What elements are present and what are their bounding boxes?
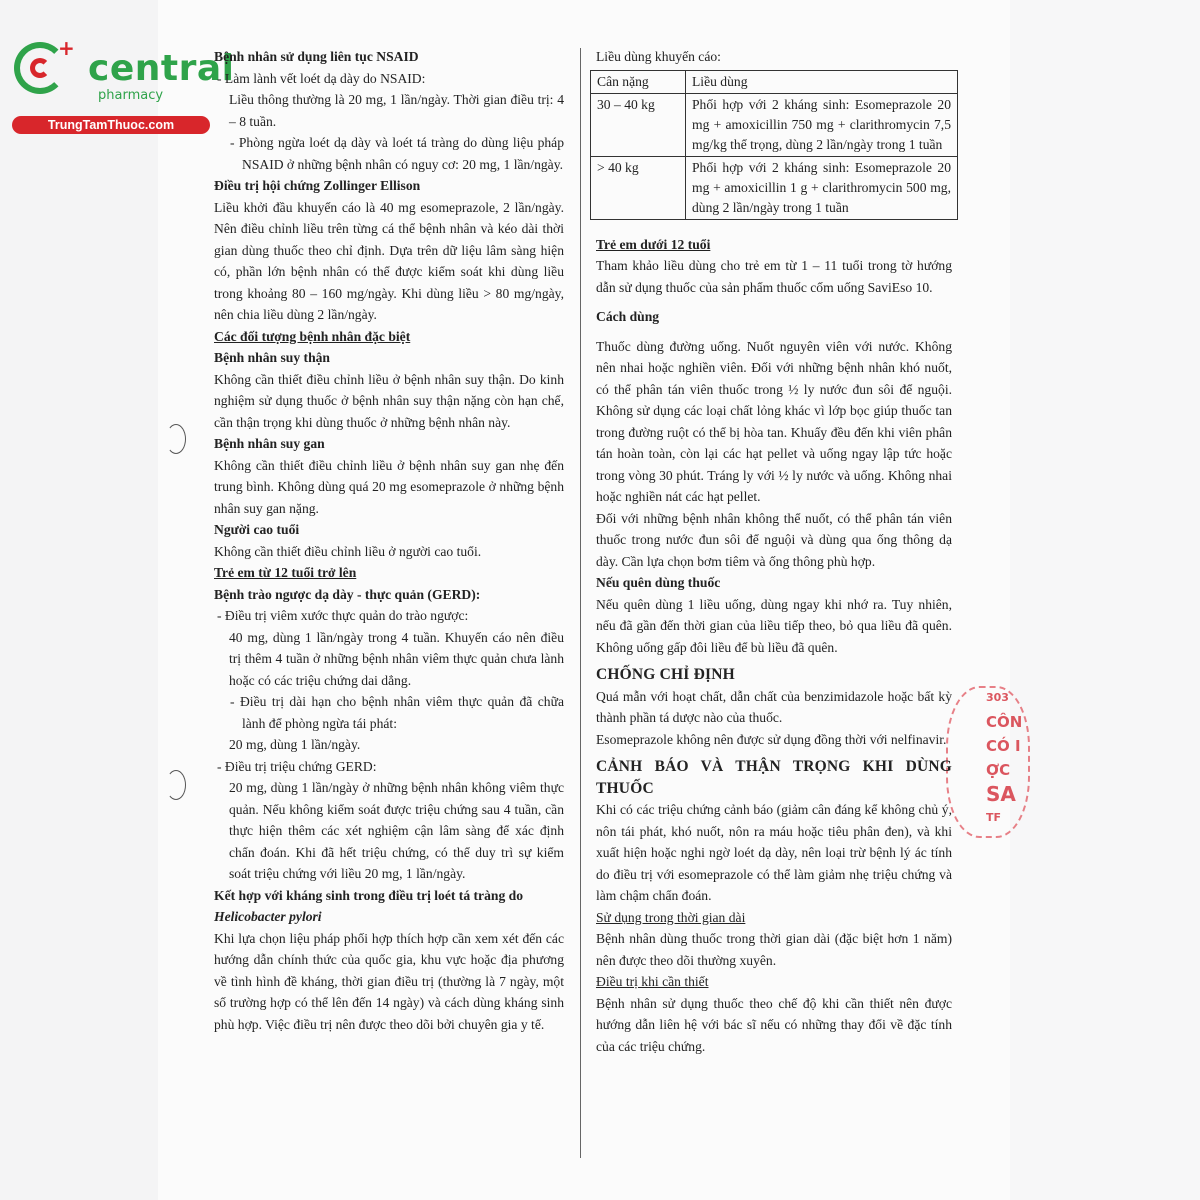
punch-hole — [166, 770, 186, 800]
section-heading: Điều trị hội chứng Zollinger Ellison — [214, 178, 421, 193]
plus-icon: + — [58, 36, 75, 60]
table-row — [591, 156, 958, 219]
logo-sub: pharmacy — [98, 88, 164, 103]
punch-hole — [166, 424, 186, 454]
spacer — [596, 328, 952, 336]
table-cell: 30 – 40 kg — [591, 93, 686, 156]
paragraph: Esomeprazole không nên được sử dụng đồng thời với nelfinavir. — [596, 731, 947, 747]
subsection-heading: Bệnh nhân suy thận — [214, 350, 330, 365]
stamp-line: 303 — [986, 691, 1009, 704]
table-header-row — [591, 70, 958, 93]
paragraph: 20 mg, dùng 1 lần/ngày ở những bệnh nhân không viêm thực quản. Nếu không kiểm soát được triệu chứng sau 4 tuần, cần thực hiện thêm các xét nghiệm cận lâm sàng để xác định chẩn đoán. Khi đã hết triệu chứng, có thể duy trì sự kiểm soát triệu chứng với liều 20 mg, 1 lần/ngày. — [229, 780, 564, 881]
subsection-heading: Điều trị khi cần thiết — [596, 974, 709, 989]
stamp-line: CÔN — [986, 713, 1023, 731]
section-heading-italic: Helicobacter pylori — [214, 909, 322, 924]
paragraph: Liều khởi đầu khuyến cáo là 40 mg esomeprazole, 2 lần/ngày. Nên điều chỉnh liều trên từng cá thể bệnh nhân và kéo dài thời gian dùng thuốc theo chỉ định. Dựa trên dữ liệu lâm sàng hiện có, phần lớn bệnh nhân có thể được kiểm soát khi dùng liều trong khoảng 80 – 160 mg/ngày. Khi dùng liều > 80 mg/ngày, nên chia liều dùng 2 lần/ngày. — [214, 199, 564, 322]
paragraph: Liều dùng khuyến cáo: — [596, 49, 721, 64]
paragraph: Không cần thiết điều chỉnh liều ở bệnh nhân suy gan nhẹ đến trung bình. Không dùng quá 20 mg esomeprazole ở những bệnh nhân suy gan nặng. — [214, 457, 564, 516]
left-column — [214, 46, 564, 1035]
section-heading: Trẻ em từ 12 tuổi trở lên — [214, 565, 357, 580]
subsection-heading: Bệnh nhân suy gan — [214, 436, 325, 451]
red-stamp — [986, 686, 1026, 836]
paragraph: Tham khảo liều dùng cho trẻ em từ 1 – 11 tuổi trong tờ hướng dẫn sử dụng thuốc của sản phẩm thuốc cốm uống SaviEso 10. — [596, 258, 952, 295]
logo-c-icon — [30, 58, 50, 78]
paragraph: 40 mg, dùng 1 lần/ngày trong 4 tuần. Khuyến cáo nên điều trị thêm 4 tuần ở những bệnh nhân viêm thực quản chưa lành hoặc có các triệu chứng dai dẳng. — [229, 629, 564, 688]
table-cell: Phối hợp với 2 kháng sinh: Esomeprazole 20 mg + amoxicillin 750 mg + clarithromycin 7,5 mg/kg thể trọng, dùng 2 lần/ngày trong 1 tuần — [686, 93, 958, 156]
subsection-heading: Nếu quên dùng thuốc — [596, 575, 721, 590]
list-item: - Phòng ngừa loét dạ dày và loét tá tràng do dùng liệu pháp NSAID ở những bệnh nhân có nguy cơ: 20 mg, 1 lần/ngày. — [230, 135, 564, 172]
paragraph: Liều thông thường là 20 mg, 1 lần/ngày. Thời gian điều trị: 4 – 8 tuần. — [229, 92, 564, 129]
section-heading: Cách dùng — [596, 309, 660, 324]
paragraph: Không cần thiết điều chỉnh liều ở bệnh nhân suy thận. Do kinh nghiệm sử dụng thuốc ở bệnh nhân suy thận nặng còn hạn chế, cần thận trọng khi dùng thuốc ở những bệnh nhân này. — [214, 371, 564, 430]
section-heading: CHỐNG CHỈ ĐỊNH — [596, 666, 735, 683]
paragraph: Bệnh nhân sử dụng thuốc theo chế độ khi cần thiết nên được hướng dẫn liên hệ với bác sĩ nếu có những thay đổi về đặc tính của các triệu chứng. — [596, 995, 952, 1054]
spacer — [596, 298, 952, 306]
table-cell: > 40 kg — [591, 156, 686, 219]
table-header-cell: Cân nặng — [591, 70, 686, 93]
paragraph: Nếu quên dùng 1 liều uống, dùng ngay khi nhớ ra. Tuy nhiên, nếu đã gần đến thời gian của liều tiếp theo, bỏ qua liều đã quên. Không uống gấp đôi liều để bù liều đã quên. — [596, 596, 952, 655]
right-column — [596, 46, 952, 1057]
subsection-heading: Sử dụng trong thời gian dài — [596, 909, 746, 925]
list-item: - Điều trị triệu chứng GERD: — [217, 758, 377, 774]
paragraph: Không cần thiết điều chỉnh liều ở người cao tuổi. — [214, 543, 482, 559]
pharmacy-logo — [8, 36, 235, 136]
section-heading: Bệnh nhân sử dụng liên tục NSAID — [214, 49, 419, 64]
page-margin — [1010, 0, 1200, 1200]
logo-site: TrungTamThuoc.com — [12, 116, 210, 134]
section-heading: CẢNH BÁO VÀ THẬN TRỌNG KHI DÙNG THUỐC — [596, 758, 952, 797]
subsection-heading: Bệnh trào ngược dạ dày - thực quản (GERD): — [214, 586, 481, 602]
logo-name: central — [88, 48, 235, 89]
table-row — [591, 93, 958, 156]
stamp-line: CÓ I — [986, 737, 1021, 755]
stamp-line: TF — [986, 811, 1002, 824]
paragraph: Bệnh nhân dùng thuốc trong thời gian dài (đặc biệt hơn 1 năm) nên được theo dõi thường xuyên. — [596, 931, 952, 968]
section-heading: Các đối tượng bệnh nhân đặc biệt — [214, 328, 411, 344]
stamp-ring — [946, 686, 1030, 838]
section-heading: Kết hợp với kháng sinh trong điều trị loét tá tràng do — [214, 887, 523, 903]
list-item: - Làm lành vết loét dạ dày do NSAID: — [217, 70, 426, 86]
list-item: - Điều trị dài hạn cho bệnh nhân viêm thực quản đã chữa lành để phòng ngừa tái phát: — [230, 694, 564, 731]
paragraph: Đối với những bệnh nhân không thể nuốt, có thể phân tán viên thuốc trong nước đun sôi để nguội và dùng qua ống thông dạ dày. Cần lựa chọn bơm tiêm và ống thông phù hợp. — [596, 510, 952, 569]
stamp-line: SA — [986, 782, 1016, 806]
stamp-line: ỢC — [986, 761, 1011, 779]
paragraph: Khi có các triệu chứng cảnh báo (giảm cân đáng kể không chủ ý, nôn tái phát, khó nuốt, nôn ra máu hoặc tiêu phân đen), và khi xuất hiện hoặc nghi ngờ loét dạ dày, nên loại trừ bệnh lý ác tính do điều trị với esomeprazole có thể làm giảm nhẹ triệu chứng và làm chậm chẩn đoán. — [596, 802, 952, 903]
table-cell: Phối hợp với 2 kháng sinh: Esomeprazole 20 mg + amoxicillin 1 g + clarithromycin 500 mg, dùng 2 lần/ngày trong 1 tuần — [686, 156, 958, 219]
spacer — [596, 226, 952, 234]
paragraph: Thuốc dùng đường uống. Nuốt nguyên viên với nước. Không nên nhai hoặc nghiền viên. Đối với những bệnh nhân khó nuốt, có thể phân tán viên thuốc trong ½ ly nước đun sôi để nguội. Không sử dụng các loại chất lỏng khác vì lớp bọc giúp thuốc tan trong đường ruột có thể bị hòa tan. Khuấy đều đến khi viên phân tán hoàn toàn, còn lại các hạt pellet và uống ngay lập tức hoặc trong vòng 30 phút. Tráng ly với ½ ly nước và uống. Không nhai hoặc nghiền nát các hạt pellet. — [596, 338, 952, 504]
paragraph: 20 mg, dùng 1 lần/ngày. — [229, 737, 361, 752]
paragraph: Khi lựa chọn liệu pháp phối hợp thích hợp cần xem xét đến các hướng dẫn chính thức của quốc gia, khu vực hoặc địa phương về tình hình đề kháng, thời gian điều trị (thường là 7 ngày, một số trường hợp có thể lên đến 14 ngày) và cách dùng kháng sinh phù hợp. Việc điều trị nên được theo dõi bởi chuyên gia y tế. — [214, 930, 564, 1032]
list-item: - Điều trị viêm xước thực quản do trào ngược: — [217, 608, 469, 623]
table-header-cell: Liều dùng — [686, 70, 958, 93]
column-divider — [580, 48, 581, 1158]
paragraph: Quá mẫn với hoạt chất, dẫn chất của benzimidazole hoặc bất kỳ thành phần tá dược nào của thuốc. — [596, 688, 952, 725]
dose-table — [590, 70, 958, 220]
subsection-heading: Người cao tuổi — [214, 522, 300, 537]
section-heading: Trẻ em dưới 12 tuổi — [596, 236, 711, 252]
